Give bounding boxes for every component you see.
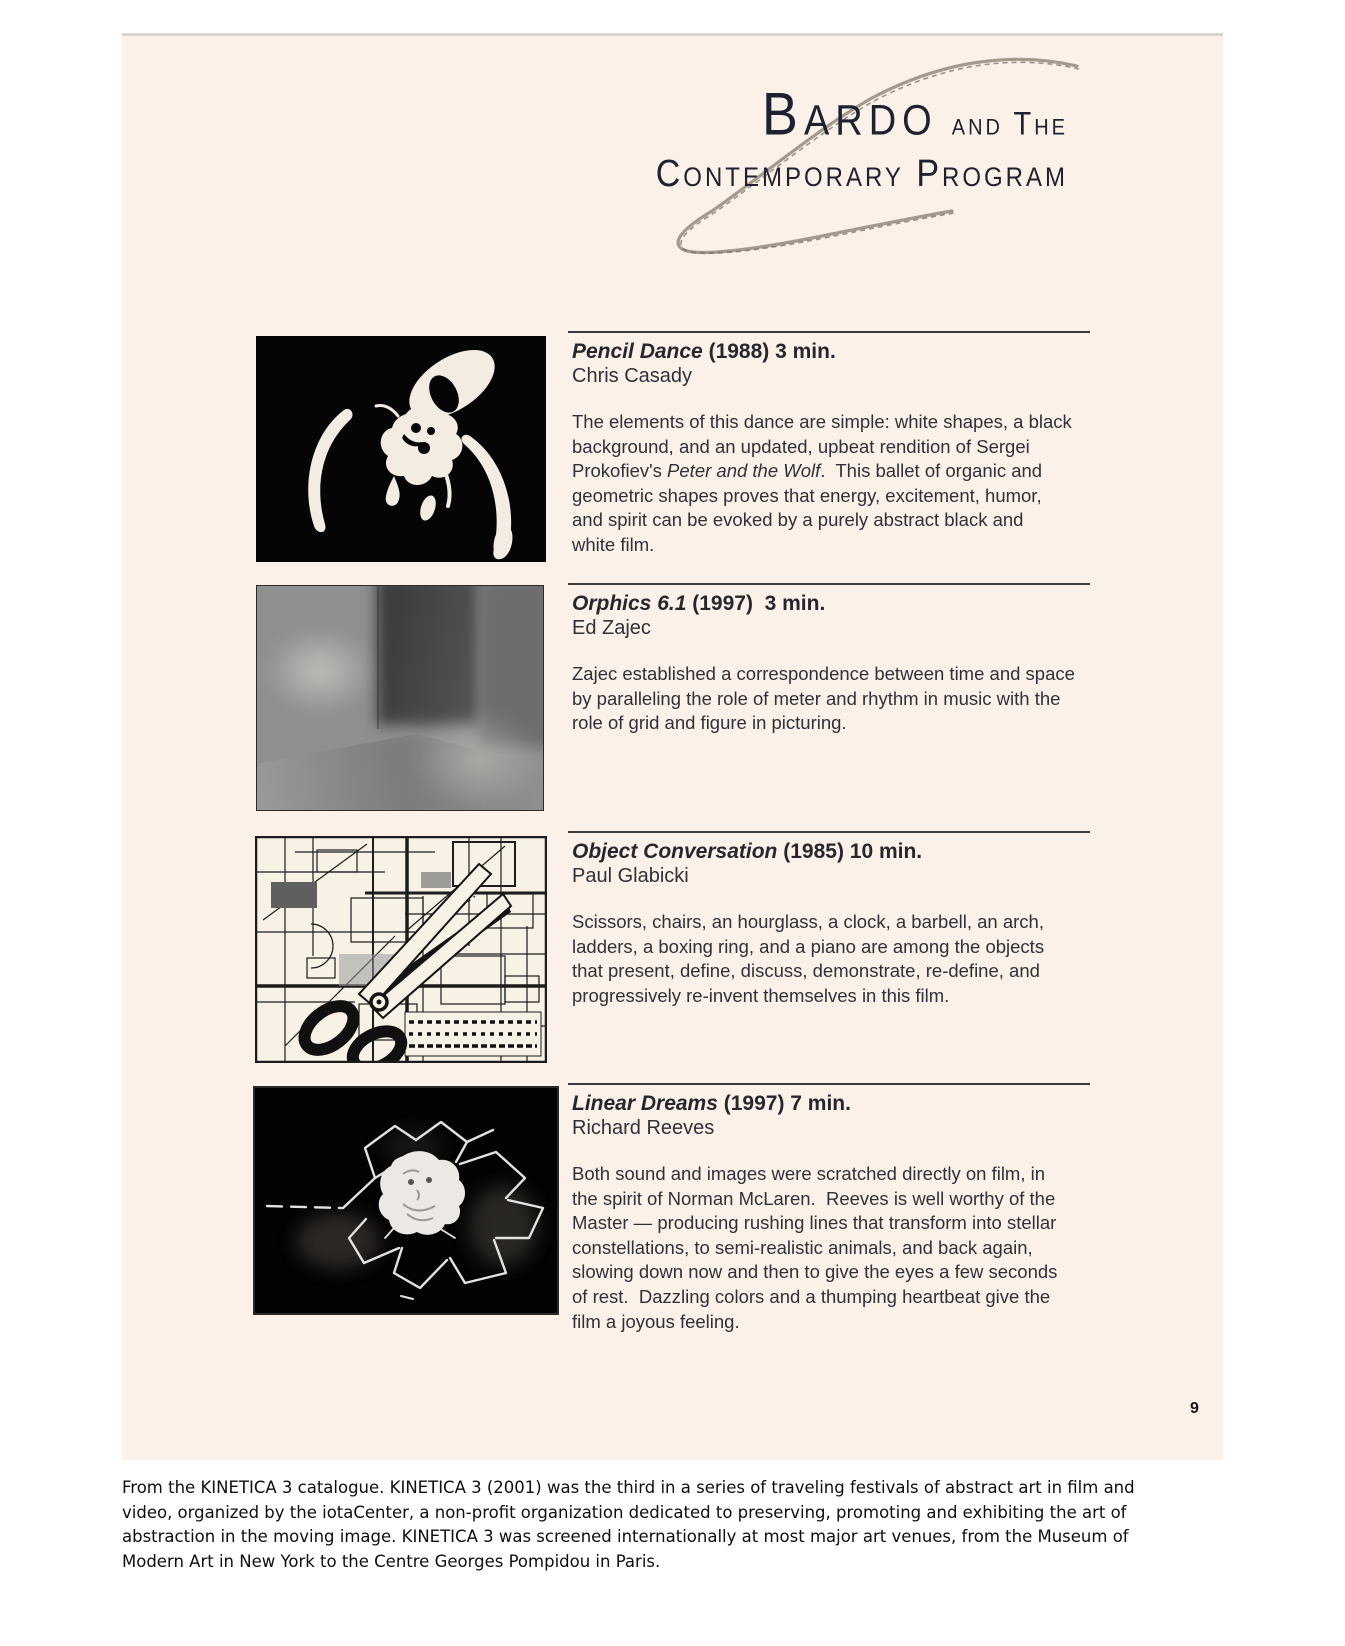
film-title-meta: (1985) 10 min.	[783, 840, 923, 863]
text-line: and spirit can be evoked by a purely abstract black and	[572, 509, 1024, 531]
page-number: 9	[1190, 1400, 1199, 1417]
film-author: Chris Casady	[572, 365, 693, 387]
orphics-cube-edge	[377, 586, 379, 729]
header-line-1	[656, 80, 1068, 148]
text-line: Zajec established a correspondence between time and space	[572, 663, 1075, 684]
film-entry-orphics	[568, 583, 1090, 736]
film-entry-pencil-dance	[568, 331, 1090, 558]
orphics-thumbnail	[256, 585, 544, 811]
film-entry-linear-dreams	[568, 1083, 1090, 1334]
page-header	[655, 80, 1068, 195]
title-and-the: and The	[951, 106, 1068, 143]
film-title-name: Object Conversation	[572, 840, 778, 863]
section-rule	[568, 331, 1090, 333]
text-line: that present, define, discuss, demonstrate, re-define, and	[572, 960, 1040, 982]
text-line: constellations, to semi-realistic animals, and back again,	[572, 1236, 1033, 1258]
film-entry-object-conversation	[568, 831, 1090, 1008]
film-title-meta: (1997) 7 min.	[723, 1092, 851, 1115]
text-line: ladders, a boxing ring, and a piano are among the objects	[572, 935, 1045, 957]
text-line: Prokofiev's Peter and the Wolf. This ballet of organic and	[572, 460, 1043, 482]
section-rule	[568, 831, 1090, 833]
text-line: role of grid and figure in picturing.	[572, 712, 847, 734]
film-title	[568, 592, 1090, 616]
film-author: Paul Glabicki	[572, 865, 689, 887]
catalogue-caption	[122, 1476, 1135, 1574]
text-line: Modern Art in New York to the Centre Georges Pompidou in Paris.	[122, 1551, 661, 1571]
text-line: of rest. Dazzling colors and a thumping heartbeat give the	[572, 1285, 1051, 1307]
title-bardo: Bardo	[761, 80, 938, 148]
film-title-name: Orphics 6.1	[572, 592, 687, 615]
text-line: progressively re-invent themselves in this film.	[572, 984, 950, 1006]
text-line: video, organized by the iotaCenter, a non-profit organization dedicated to preserving, promoting and exhibiting the art of	[122, 1502, 1127, 1522]
film-description	[568, 410, 1090, 558]
text-line: film a joyous feeling.	[572, 1310, 740, 1332]
linear-dreams-thumbnail	[253, 1086, 559, 1315]
text-line: abstraction in the moving image. KINETICA 3 was screened internationally at most major art venues, from the Museum of	[122, 1527, 1129, 1547]
text-line: Both sound and images were scratched directly on film, in	[572, 1163, 1046, 1184]
title-contemporary-program: Contemporary Program	[655, 152, 1068, 195]
film-author: Ed Zajec	[572, 617, 651, 639]
film-title-name: Linear Dreams	[572, 1092, 718, 1115]
film-title	[568, 1092, 1090, 1116]
pencil-dance-artwork	[256, 336, 546, 562]
linear-dreams-artwork	[253, 1086, 559, 1315]
film-description	[568, 662, 1090, 736]
text-line: Master — producing rushing lines that transform into stellar	[572, 1212, 1057, 1234]
catalogue-page	[122, 33, 1223, 1460]
orphics-fog-glow	[414, 709, 543, 810]
text-line: geometric shapes proves that energy, excitement, humor,	[572, 484, 1042, 506]
text-line: The elements of this dance are simple: white shapes, a black	[572, 411, 1072, 432]
object-conversation-thumbnail	[255, 836, 547, 1063]
film-title-meta: (1988) 3 min.	[708, 340, 836, 363]
text-line: background, and an updated, upbeat rendition of Sergei	[572, 435, 1030, 457]
text-line: the spirit of Norman McLaren. Reeves is well worthy of the	[572, 1187, 1056, 1209]
film-description	[568, 1162, 1090, 1334]
text-line: by paralleling the role of meter and rhythm in music with the	[572, 687, 1061, 709]
text-line: slowing down now and then to give the eyes a few seconds	[572, 1261, 1058, 1283]
film-title-meta: (1997) 3 min.	[692, 592, 826, 615]
section-rule	[568, 583, 1090, 585]
film-author: Richard Reeves	[572, 1117, 715, 1139]
orphics-dark-cube	[377, 585, 480, 725]
film-title	[568, 340, 1090, 364]
film-description	[568, 910, 1090, 1008]
text-line: From the KINETICA 3 catalogue. KINETICA 3 (2001) was the third in a series of traveling festivals of abstract art in film and	[122, 1478, 1135, 1497]
section-rule	[568, 1083, 1090, 1085]
film-title-name: Pencil Dance	[572, 340, 703, 363]
text-line: Scissors, chairs, an hourglass, a clock, a barbell, an arch,	[572, 911, 1044, 932]
object-conversation-artwork	[255, 836, 547, 1063]
text-line: white film.	[572, 533, 655, 555]
pencil-dance-thumbnail	[256, 336, 546, 562]
orphics-fog-glow	[263, 626, 377, 716]
film-title	[568, 840, 1090, 864]
